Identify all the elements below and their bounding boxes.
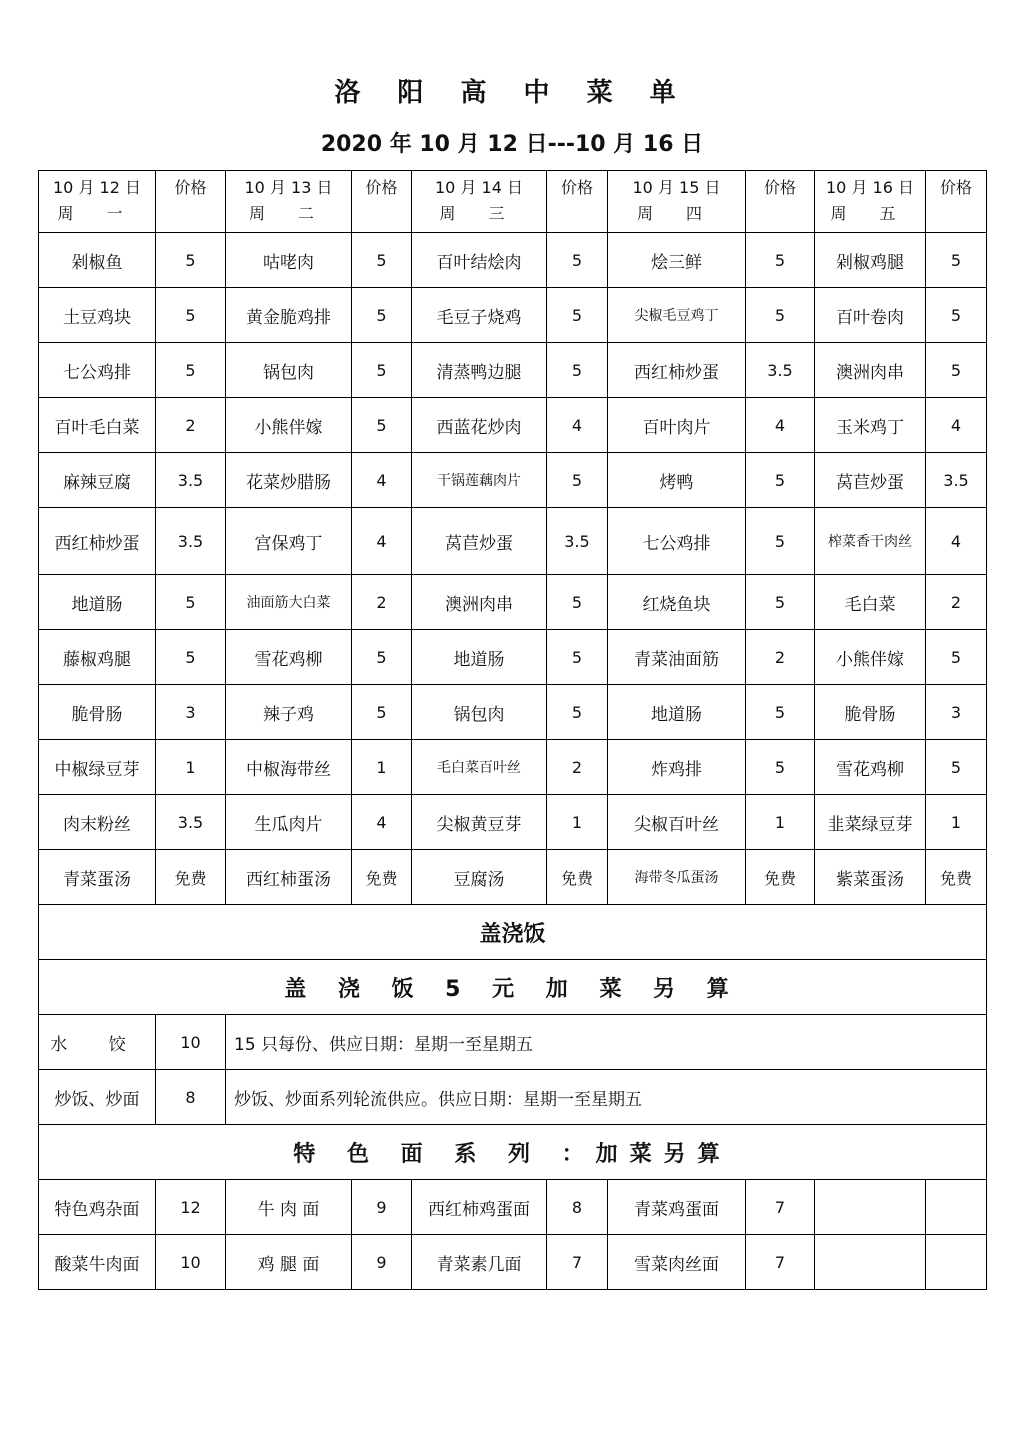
price-header: 价格 — [352, 171, 412, 233]
dish-name: 雪花鸡柳 — [815, 740, 926, 795]
day-header-1 — [39, 171, 156, 233]
dish-name: 麻辣豆腐 — [39, 453, 156, 508]
day-weekday: 周 一 — [57, 204, 137, 223]
dish-name: 百叶毛白菜 — [39, 398, 156, 453]
dish-price: 5 — [746, 508, 815, 575]
dish-price: 5 — [352, 233, 412, 288]
dish-price: 4 — [352, 453, 412, 508]
dish-name: 土豆鸡块 — [39, 288, 156, 343]
dish-price: 3.5 — [547, 508, 608, 575]
dish-name: 韭菜绿豆芽 — [815, 795, 926, 850]
dish-name: 花菜炒腊肠 — [226, 453, 352, 508]
menu-row — [39, 685, 987, 740]
dish-name: 玉米鸡丁 — [815, 398, 926, 453]
noodle-price: 7 — [746, 1180, 815, 1235]
dish-price: 4 — [926, 508, 987, 575]
dish-price: 5 — [352, 398, 412, 453]
dish-name: 澳洲肉串 — [412, 575, 547, 630]
day-date: 10 月 16 日 — [826, 178, 914, 197]
dish-price: 2 — [352, 575, 412, 630]
dish-name: 七公鸡排 — [39, 343, 156, 398]
dish-price: 3.5 — [156, 795, 226, 850]
dish-price: 3 — [926, 685, 987, 740]
noodle-name: 鸡 腿 面 — [226, 1235, 352, 1290]
dish-name: 咕咾肉 — [226, 233, 352, 288]
noodle-price: 7 — [746, 1235, 815, 1290]
dish-name: 宫保鸡丁 — [226, 508, 352, 575]
dish-price: 5 — [926, 740, 987, 795]
dish-price: 2 — [547, 740, 608, 795]
dish-price: 免费 — [156, 850, 226, 905]
dish-name: 西红柿蛋汤 — [226, 850, 352, 905]
dish-name: 莴苣炒蛋 — [412, 508, 547, 575]
extra-name: 水 饺 — [39, 1015, 156, 1070]
dish-name: 烩三鲜 — [608, 233, 746, 288]
price-header: 价格 — [746, 171, 815, 233]
day-header-2 — [226, 171, 352, 233]
dish-price: 4 — [352, 508, 412, 575]
dish-price: 5 — [746, 685, 815, 740]
menu-row — [39, 740, 987, 795]
dish-price: 5 — [547, 575, 608, 630]
section-gaijiao-price: 盖 浇 饭 5 元 加 菜 另 算 — [39, 960, 987, 1015]
dish-name: 西红柿炒蛋 — [39, 508, 156, 575]
menu-row — [39, 343, 987, 398]
dish-name: 青菜油面筋 — [608, 630, 746, 685]
dish-price: 5 — [926, 233, 987, 288]
dish-price: 1 — [156, 740, 226, 795]
dish-price: 3.5 — [156, 508, 226, 575]
menu-row — [39, 233, 987, 288]
date-range: 2020 年 10 月 12 日---10 月 16 日 — [320, 132, 704, 157]
dish-price: 5 — [547, 630, 608, 685]
dish-price: 5 — [156, 233, 226, 288]
menu-row — [39, 795, 987, 850]
section-noodles-title: 特 色 面 系 列 ：加菜另算 — [39, 1125, 987, 1180]
dish-name: 莴苣炒蛋 — [815, 453, 926, 508]
day-weekday: 周 三 — [439, 204, 519, 223]
price-header: 价格 — [156, 171, 226, 233]
dish-price: 5 — [547, 685, 608, 740]
dish-price: 免费 — [746, 850, 815, 905]
dish-price: 5 — [352, 343, 412, 398]
dish-name: 清蒸鸭边腿 — [412, 343, 547, 398]
day-weekday: 周 二 — [248, 204, 329, 223]
noodle-row — [39, 1235, 987, 1290]
dish-name: 小熊伴嫁 — [815, 630, 926, 685]
dish-price: 5 — [746, 453, 815, 508]
noodle-name: 西红柿鸡蛋面 — [412, 1180, 547, 1235]
dish-name: 烤鸭 — [608, 453, 746, 508]
dish-price: 3 — [156, 685, 226, 740]
price-header: 价格 — [926, 171, 987, 233]
dish-price: 5 — [352, 630, 412, 685]
day-header-4 — [608, 171, 746, 233]
dish-name: 地道肠 — [412, 630, 547, 685]
dish-name: 辣子鸡 — [226, 685, 352, 740]
dish-price: 1 — [746, 795, 815, 850]
day-date: 10 月 14 日 — [435, 178, 523, 197]
dish-price: 5 — [547, 343, 608, 398]
dish-name: 百叶结烩肉 — [412, 233, 547, 288]
dish-name: 尖椒毛豆鸡丁 — [608, 288, 746, 343]
dish-price: 5 — [746, 288, 815, 343]
dish-price: 4 — [547, 398, 608, 453]
dish-price: 3.5 — [156, 453, 226, 508]
dish-price: 2 — [926, 575, 987, 630]
menu-row — [39, 850, 987, 905]
dish-name: 青菜蛋汤 — [39, 850, 156, 905]
dish-name: 油面筋大白菜 — [226, 575, 352, 630]
dish-price: 1 — [352, 740, 412, 795]
dish-name: 西红柿炒蛋 — [608, 343, 746, 398]
dish-price: 5 — [746, 740, 815, 795]
dish-name: 锅包肉 — [412, 685, 547, 740]
noodle-name: 特色鸡杂面 — [39, 1180, 156, 1235]
page-title: 洛 阳 高 中 菜 单 — [334, 78, 690, 108]
dish-name: 榨菜香干肉丝 — [815, 508, 926, 575]
dish-name: 海带冬瓜蛋汤 — [608, 850, 746, 905]
noodle-row — [39, 1180, 987, 1235]
dish-price: 5 — [547, 288, 608, 343]
noodle-price: 12 — [156, 1180, 226, 1235]
dish-name: 七公鸡排 — [608, 508, 746, 575]
dish-price: 5 — [547, 453, 608, 508]
section-gaijiao-title-row — [39, 905, 987, 960]
dish-price: 5 — [156, 630, 226, 685]
dish-name: 地道肠 — [608, 685, 746, 740]
menu-row — [39, 630, 987, 685]
dish-price: 5 — [926, 343, 987, 398]
dish-name: 西蓝花炒肉 — [412, 398, 547, 453]
section-noodles-title-row — [39, 1125, 987, 1180]
dish-name: 毛豆子烧鸡 — [412, 288, 547, 343]
dish-price: 5 — [926, 630, 987, 685]
dish-name: 百叶肉片 — [608, 398, 746, 453]
empty-cell — [815, 1235, 926, 1290]
extra-price: 10 — [156, 1015, 226, 1070]
noodle-name: 酸菜牛肉面 — [39, 1235, 156, 1290]
dish-price: 5 — [156, 343, 226, 398]
dish-name: 脆骨肠 — [815, 685, 926, 740]
empty-cell — [926, 1235, 987, 1290]
dish-price: 4 — [352, 795, 412, 850]
dish-price: 5 — [746, 233, 815, 288]
menu-row — [39, 575, 987, 630]
menu-row — [39, 398, 987, 453]
dish-name: 豆腐汤 — [412, 850, 547, 905]
day-weekday: 周 四 — [636, 204, 717, 223]
dish-name: 尖椒黄豆芽 — [412, 795, 547, 850]
noodle-price: 10 — [156, 1235, 226, 1290]
header-row — [39, 171, 987, 233]
dish-name: 锅包肉 — [226, 343, 352, 398]
section-gaijiao-title: 盖浇饭 — [39, 905, 987, 960]
dish-price: 5 — [547, 233, 608, 288]
menu-row — [39, 453, 987, 508]
extra-row — [39, 1015, 987, 1070]
dish-price: 免费 — [547, 850, 608, 905]
day-header-3 — [412, 171, 547, 233]
dish-name: 肉末粉丝 — [39, 795, 156, 850]
dish-price: 5 — [352, 685, 412, 740]
price-header: 价格 — [547, 171, 608, 233]
dish-price: 2 — [156, 398, 226, 453]
dish-name: 剁椒鱼 — [39, 233, 156, 288]
dish-price: 3.5 — [926, 453, 987, 508]
dish-price: 2 — [746, 630, 815, 685]
dish-price: 5 — [156, 575, 226, 630]
dish-price: 4 — [746, 398, 815, 453]
dish-name: 黄金脆鸡排 — [226, 288, 352, 343]
dish-name: 百叶卷肉 — [815, 288, 926, 343]
noodle-price: 9 — [352, 1235, 412, 1290]
dish-name: 雪花鸡柳 — [226, 630, 352, 685]
extra-row — [39, 1070, 987, 1125]
empty-cell — [815, 1180, 926, 1235]
day-header-5 — [815, 171, 926, 233]
dish-price: 免费 — [352, 850, 412, 905]
dish-name: 地道肠 — [39, 575, 156, 630]
dish-price: 免费 — [926, 850, 987, 905]
empty-cell — [926, 1180, 987, 1235]
menu-table — [38, 170, 987, 1290]
dish-price: 3.5 — [746, 343, 815, 398]
extra-price: 8 — [156, 1070, 226, 1125]
day-date: 10 月 12 日 — [53, 178, 141, 197]
extra-note: 15 只每份、供应日期：星期一至星期五 — [226, 1015, 987, 1070]
dish-name: 生瓜肉片 — [226, 795, 352, 850]
noodle-name: 牛 肉 面 — [226, 1180, 352, 1235]
dish-name: 藤椒鸡腿 — [39, 630, 156, 685]
dish-name: 毛白菜百叶丝 — [412, 740, 547, 795]
dish-price: 1 — [926, 795, 987, 850]
dish-name: 炸鸡排 — [608, 740, 746, 795]
extra-name: 炒饭、炒面 — [39, 1070, 156, 1125]
dish-name: 小熊伴嫁 — [226, 398, 352, 453]
day-weekday: 周 五 — [830, 204, 910, 223]
dish-name: 剁椒鸡腿 — [815, 233, 926, 288]
extra-note: 炒饭、炒面系列轮流供应。供应日期：星期一至星期五 — [226, 1070, 987, 1125]
day-date: 10 月 15 日 — [632, 178, 721, 197]
dish-price: 5 — [156, 288, 226, 343]
dish-name: 红烧鱼块 — [608, 575, 746, 630]
dish-name: 中椒绿豆芽 — [39, 740, 156, 795]
dish-name: 澳洲肉串 — [815, 343, 926, 398]
noodle-name: 青菜素几面 — [412, 1235, 547, 1290]
dish-price: 5 — [926, 288, 987, 343]
dish-price: 4 — [926, 398, 987, 453]
menu-row — [39, 508, 987, 575]
noodle-price: 7 — [547, 1235, 608, 1290]
noodle-name: 雪菜肉丝面 — [608, 1235, 746, 1290]
noodle-name: 青菜鸡蛋面 — [608, 1180, 746, 1235]
day-date: 10 月 13 日 — [244, 178, 333, 197]
dish-price: 5 — [352, 288, 412, 343]
dish-name: 干锅莲藕肉片 — [412, 453, 547, 508]
dish-name: 毛白菜 — [815, 575, 926, 630]
noodle-price: 9 — [352, 1180, 412, 1235]
dish-price: 5 — [746, 575, 815, 630]
dish-name: 尖椒百叶丝 — [608, 795, 746, 850]
menu-row — [39, 288, 987, 343]
dish-price: 1 — [547, 795, 608, 850]
section-gaijiao-price-row — [39, 960, 987, 1015]
noodle-price: 8 — [547, 1180, 608, 1235]
dish-name: 紫菜蛋汤 — [815, 850, 926, 905]
dish-name: 中椒海带丝 — [226, 740, 352, 795]
dish-name: 脆骨肠 — [39, 685, 156, 740]
